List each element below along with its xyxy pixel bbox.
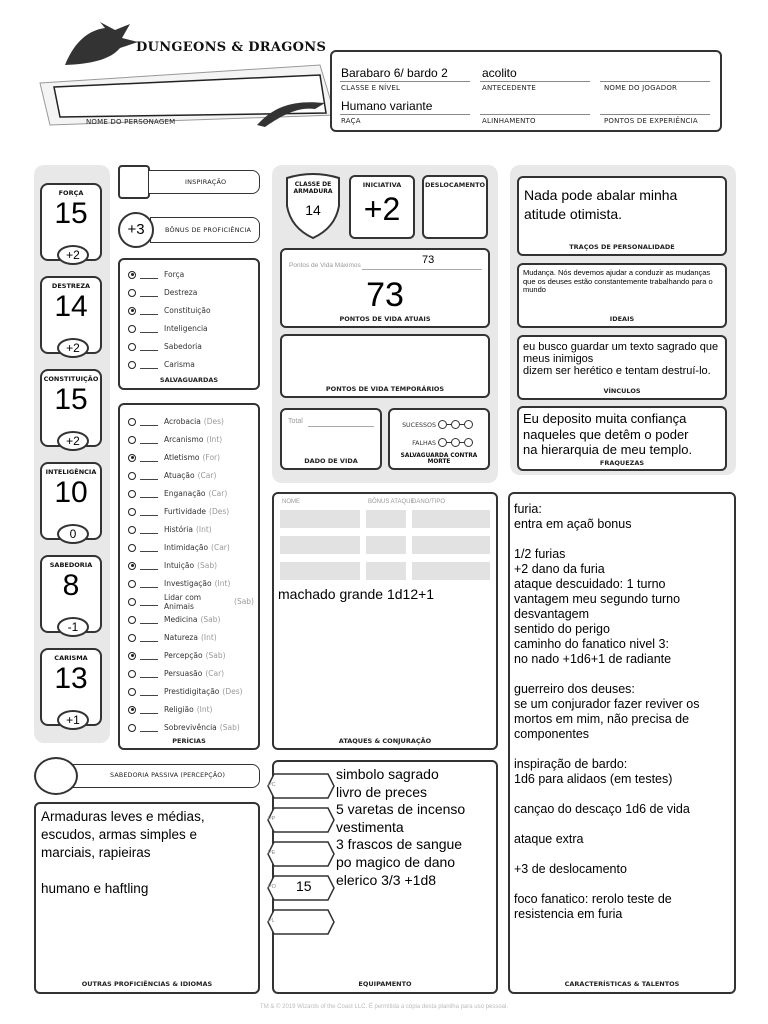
skill-row[interactable]	[128, 593, 254, 610]
skill-row[interactable]	[128, 683, 254, 700]
skill-label: Percepção	[164, 651, 203, 660]
ideals-text[interactable]: Mudança. Nós devemos ajudar a conduzir as mudanças que os deuses estão constantemente trabalhando para o mundo	[523, 268, 713, 294]
other-proficiencies-text[interactable]: Armaduras leves e médias, escudos, armas simples e marciais, rapieiras humano e haftling	[41, 809, 205, 896]
attacks-box	[272, 492, 498, 750]
coin-pc-icon[interactable]	[266, 772, 336, 800]
skill-row[interactable]	[128, 719, 254, 736]
skill-prof-dot[interactable]	[128, 598, 136, 606]
gold-value[interactable]: 15	[296, 878, 312, 894]
inspiration-box[interactable]	[118, 165, 150, 199]
skill-attr: (Sab)	[200, 615, 221, 624]
skill-row[interactable]	[128, 449, 254, 466]
coin-pp-icon[interactable]	[266, 806, 336, 834]
save-row[interactable]	[128, 338, 254, 355]
save-label: Sabedoria	[164, 342, 202, 351]
personality-traits-label: TRAÇOS DE PERSONALIDADE	[569, 243, 675, 251]
hit-dice-box	[280, 408, 382, 470]
skill-prof-dot[interactable]	[128, 508, 136, 516]
save-label: Carisma	[164, 360, 195, 369]
passive-wisdom-label: SABEDORIA PASSIVA (PERCEPÇÃO)	[110, 772, 226, 779]
save-row[interactable]	[128, 302, 254, 319]
ability-score[interactable]: 10	[54, 476, 88, 509]
skill-label: Religião	[164, 705, 194, 714]
speed-box	[422, 175, 488, 239]
skills-box	[118, 403, 260, 750]
skill-row[interactable]	[128, 629, 254, 646]
save-prof-dot[interactable]	[128, 361, 136, 369]
passive-wisdom-value[interactable]	[34, 757, 78, 795]
save-label: Força	[164, 270, 185, 279]
save-prof-dot[interactable]	[128, 271, 136, 279]
skill-attr: (Sab)	[205, 651, 226, 660]
skill-row[interactable]	[128, 413, 254, 430]
ideals-label: IDEAIS	[609, 315, 635, 323]
flaws-label: FRAQUEZAS	[599, 459, 645, 467]
char-name-label: NOME DO PERSONAGEM	[86, 118, 176, 126]
logo-text: DUNGEONS & DRAGONS	[136, 40, 327, 55]
ability-modifier[interactable]: +1	[57, 710, 89, 730]
hp-current-value[interactable]: 73	[366, 276, 404, 314]
race-value[interactable]: Humano variante	[341, 99, 433, 113]
initiative-box	[349, 175, 415, 239]
skill-label: Atletismo	[164, 453, 200, 462]
skill-label: Atuação	[164, 471, 195, 480]
proficiency-bonus-value[interactable]: +3	[118, 212, 154, 248]
inspiration-label: INSPIRAÇÃO	[185, 178, 227, 186]
hit-points-box	[280, 248, 490, 328]
skill-prof-dot[interactable]	[128, 670, 136, 678]
skill-prof-dot[interactable]	[128, 616, 136, 624]
save-prof-dot[interactable]	[128, 343, 136, 351]
background-value[interactable]: acolito	[482, 66, 517, 80]
hit-dice-label: DADO DE VIDA	[304, 457, 358, 465]
attacks-col-name: NOME	[282, 499, 300, 505]
skill-label: Intimidação	[164, 543, 209, 552]
temp-hp-box[interactable]	[280, 334, 490, 398]
features-box	[508, 492, 736, 994]
ability-modifier[interactable]: -1	[57, 617, 89, 637]
skill-prof-dot[interactable]	[128, 562, 136, 570]
skill-prof-dot[interactable]	[128, 418, 136, 426]
initiative-label: INICIATIVA	[362, 181, 402, 189]
ability-modifier[interactable]: 0	[57, 524, 89, 544]
ability-score[interactable]: 8	[62, 569, 80, 602]
skill-prof-dot[interactable]	[128, 688, 136, 696]
dragon-tail-icon	[255, 95, 335, 130]
background-label: ANTECEDENTE	[482, 84, 536, 92]
ability-name: SABEDORIA	[49, 561, 93, 569]
skill-label: Lidar com Animais	[164, 592, 202, 611]
skill-label: Investigação	[164, 579, 212, 588]
ability-constitution	[40, 369, 102, 447]
successes-label: SUCESSOS	[402, 421, 436, 429]
success-circle[interactable]	[464, 420, 473, 429]
skill-prof-dot[interactable]	[128, 580, 136, 588]
ability-charisma	[40, 648, 102, 726]
save-label: Constituição	[164, 306, 211, 315]
death-saves-box	[388, 408, 490, 470]
player-name-label: NOME DO JOGADOR	[604, 84, 678, 92]
save-prof-dot[interactable]	[128, 289, 136, 297]
attacks-col-bonus: BÔNUS ATAQUE	[368, 499, 415, 505]
coin-pc-label: PC	[268, 782, 276, 788]
skill-label: Arcanismo	[164, 435, 204, 444]
skill-label: Prestidigitação	[164, 687, 220, 696]
skill-attr: (Sab)	[234, 597, 254, 606]
skill-label: Acrobacia	[164, 417, 201, 426]
temp-hp-label: PONTOS DE VIDA TEMPORÁRIOS	[325, 385, 445, 393]
skill-prof-dot[interactable]	[128, 526, 136, 534]
skill-prof-dot[interactable]	[128, 544, 136, 552]
skill-row[interactable]	[128, 431, 254, 448]
ability-modifier[interactable]: +2	[57, 338, 89, 358]
ability-score[interactable]: 15	[54, 383, 88, 416]
class-level-label: CLASSE E NÍVEL	[341, 84, 401, 92]
skill-label: História	[164, 525, 193, 534]
skill-prof-dot[interactable]	[128, 454, 136, 462]
skill-label: Intuição	[164, 561, 195, 570]
attacks-text[interactable]: machado grande 1d12+1	[278, 586, 435, 602]
features-text[interactable]: furia: entra em açaõ bonus 1/2 furias +2 dano da furia ataque descuidado: 1 turno vantagem meu segundo turno desvantagem sentido do perigo caminho do fanatico nivel 3: no nado +1d6+1 de radiante guerreiro dos deuses: se um conjurador fazer reviver os mortos em mim, não precisa de componentes inspiração de bardo: 1d6 para alidaos (em testes) cançao do descaço 1d6 de vida ataque extra +3 de deslocamento foco fanatico: rerolo teste de resistencia em furia	[514, 502, 700, 921]
skill-attr: (Car)	[211, 543, 230, 552]
saving-throws-box	[118, 258, 260, 390]
skill-row[interactable]	[128, 611, 254, 628]
ability-modifier[interactable]: +2	[57, 245, 89, 265]
death-successes-row	[390, 420, 473, 429]
ability-modifier[interactable]: +2	[57, 431, 89, 451]
skill-row[interactable]	[128, 539, 254, 556]
skill-row[interactable]	[128, 575, 254, 592]
coin-pp-label: PP	[268, 816, 276, 822]
skill-prof-dot[interactable]	[128, 724, 136, 732]
skill-row[interactable]	[128, 647, 254, 664]
ability-name: INTELIGÊNCIA	[45, 468, 97, 476]
skill-row[interactable]	[128, 557, 254, 574]
skill-attr: (Car)	[197, 471, 217, 480]
skill-attr: (Des)	[203, 417, 224, 426]
skill-attr: (Car)	[205, 669, 225, 678]
save-prof-dot[interactable]	[128, 325, 136, 333]
bonds-label: VÍNCULOS	[603, 387, 641, 395]
skill-attr: (Sab)	[197, 561, 218, 570]
success-circle[interactable]	[438, 420, 447, 429]
save-row[interactable]	[128, 320, 254, 337]
other-proficiencies-title: OUTRAS PROFICIÊNCIAS & IDIOMAS	[81, 980, 213, 988]
flaws-text[interactable]: Eu deposito muita confiança naqueles que detêm o poder na hierarquia de meu templo.	[523, 411, 693, 457]
class-level-value[interactable]: Barabaro 6/ bardo 2	[341, 66, 448, 80]
save-label: Inteligencia	[164, 324, 208, 333]
skill-attr: (Int)	[196, 705, 213, 714]
skill-prof-dot[interactable]	[128, 634, 136, 642]
skills-title: PERÍCIAS	[172, 737, 206, 745]
attacks-col-damage: DANO/TIPO	[412, 499, 446, 505]
skill-label: Natureza	[164, 633, 198, 642]
armor-class-label: CLASSE DE ARMADURA	[293, 181, 333, 195]
failure-circle[interactable]	[451, 438, 460, 447]
save-label: Destreza	[164, 288, 198, 297]
skill-row[interactable]	[128, 701, 254, 718]
features-title: CARACTERÍSTICAS & TALENTOS	[564, 980, 680, 988]
skill-row[interactable]	[128, 467, 254, 484]
skill-attr: (Des)	[209, 507, 230, 516]
skill-label: Furtividade	[164, 507, 207, 516]
equipment-title: EQUIPAMENTO	[358, 980, 412, 988]
proficiency-label: BÔNUS DE PROFICIÊNCIA	[165, 226, 252, 234]
skill-attr: (For)	[202, 453, 221, 462]
ability-name: FORÇA	[58, 189, 84, 197]
skill-prof-dot[interactable]	[128, 652, 136, 660]
skill-label: Medicina	[164, 615, 198, 624]
skill-row[interactable]	[128, 665, 254, 682]
skill-label: Persuasão	[164, 669, 203, 678]
death-failures-row	[390, 438, 473, 447]
other-proficiencies-box	[34, 802, 260, 994]
armor-class-value[interactable]: 14	[305, 202, 321, 218]
skill-prof-dot[interactable]	[128, 490, 136, 498]
saves-title: SALVAGUARDAS	[159, 376, 219, 384]
speed-label: DESLOCAMENTO	[424, 181, 486, 189]
skill-prof-dot[interactable]	[128, 436, 136, 444]
ability-dexterity	[40, 276, 102, 354]
ability-wisdom	[40, 555, 102, 633]
skill-row[interactable]	[128, 503, 254, 520]
skill-attr: (Int)	[206, 435, 223, 444]
hp-max-value[interactable]: 73	[422, 254, 435, 266]
personality-traits-box	[517, 176, 727, 256]
ability-strength	[40, 183, 102, 261]
ability-name: CONSTITUIÇÃO	[43, 375, 99, 383]
death-saves-label: SALVAGUARDA CONTRA MORTE	[400, 453, 478, 465]
footer-copyright: TM & © 2019 Wizards of the Coast LLC. É permitida a cópia desta planilha para uso pessoal.	[260, 1004, 508, 1010]
skill-attr: (Int)	[195, 525, 212, 534]
skill-row[interactable]	[128, 485, 254, 502]
ability-score[interactable]: 15	[54, 197, 88, 230]
bonds-text[interactable]: eu busco guardar um texto sagrado que meus inimigos dizem ser herético e tentam destruí-lo.	[523, 341, 719, 377]
hp-current-label: PONTOS DE VIDA ATUAIS	[339, 315, 431, 323]
alignment-label: ALINHAMENTO	[482, 117, 536, 125]
skill-row[interactable]	[128, 521, 254, 538]
coin-pe-icon[interactable]	[266, 840, 336, 868]
save-row[interactable]	[128, 284, 254, 301]
save-row[interactable]	[128, 356, 254, 373]
skill-attr: (Sab)	[219, 723, 240, 732]
coin-po-label: PO	[268, 884, 276, 890]
bonds-box	[517, 335, 727, 400]
ability-intelligence	[40, 462, 102, 540]
skill-attr: (Car)	[208, 489, 228, 498]
race-label: RAÇA	[341, 117, 361, 125]
ability-score[interactable]: 14	[54, 290, 88, 323]
ability-name: DESTREZA	[51, 282, 91, 290]
coin-pl-label: PL	[268, 918, 275, 924]
personality-traits-text[interactable]: Nada pode abalar minha atitude otimista.	[524, 187, 678, 222]
skill-attr: (Des)	[222, 687, 243, 696]
skill-prof-dot[interactable]	[128, 472, 136, 480]
ability-name: CARISMA	[54, 654, 88, 662]
skill-attr: (Int)	[214, 579, 231, 588]
flaws-box	[517, 406, 727, 471]
failures-label: FALHAS	[412, 439, 436, 447]
skill-attr: (Int)	[200, 633, 217, 642]
coin-pe-label: PE	[268, 850, 276, 856]
skill-prof-dot[interactable]	[128, 706, 136, 714]
initiative-value[interactable]: +2	[363, 191, 401, 227]
hit-dice-total-label: Total	[288, 418, 303, 425]
attacks-title: ATAQUES & CONJURAÇÃO	[338, 737, 432, 745]
skill-label: Sobrevivência	[164, 723, 217, 732]
save-prof-dot[interactable]	[128, 307, 136, 315]
save-row[interactable]	[128, 266, 254, 283]
ability-score[interactable]: 13	[54, 662, 88, 695]
coin-pl-icon[interactable]	[266, 908, 336, 936]
header	[0, 0, 768, 150]
ideals-box	[517, 263, 727, 328]
equipment-text[interactable]: simbolo sagrado livro de preces 5 varetas de incenso vestimenta 3 frascos de sangue po magico de dano elerico 3/3 +1d8	[336, 766, 466, 888]
failure-circle[interactable]	[464, 438, 473, 447]
failure-circle[interactable]	[438, 438, 447, 447]
skill-label: Enganação	[164, 489, 206, 498]
success-circle[interactable]	[451, 420, 460, 429]
hp-max-label: Pontos de Vida Máximos	[289, 262, 361, 269]
xp-label: PONTOS DE EXPERIÊNCIA	[604, 117, 698, 125]
